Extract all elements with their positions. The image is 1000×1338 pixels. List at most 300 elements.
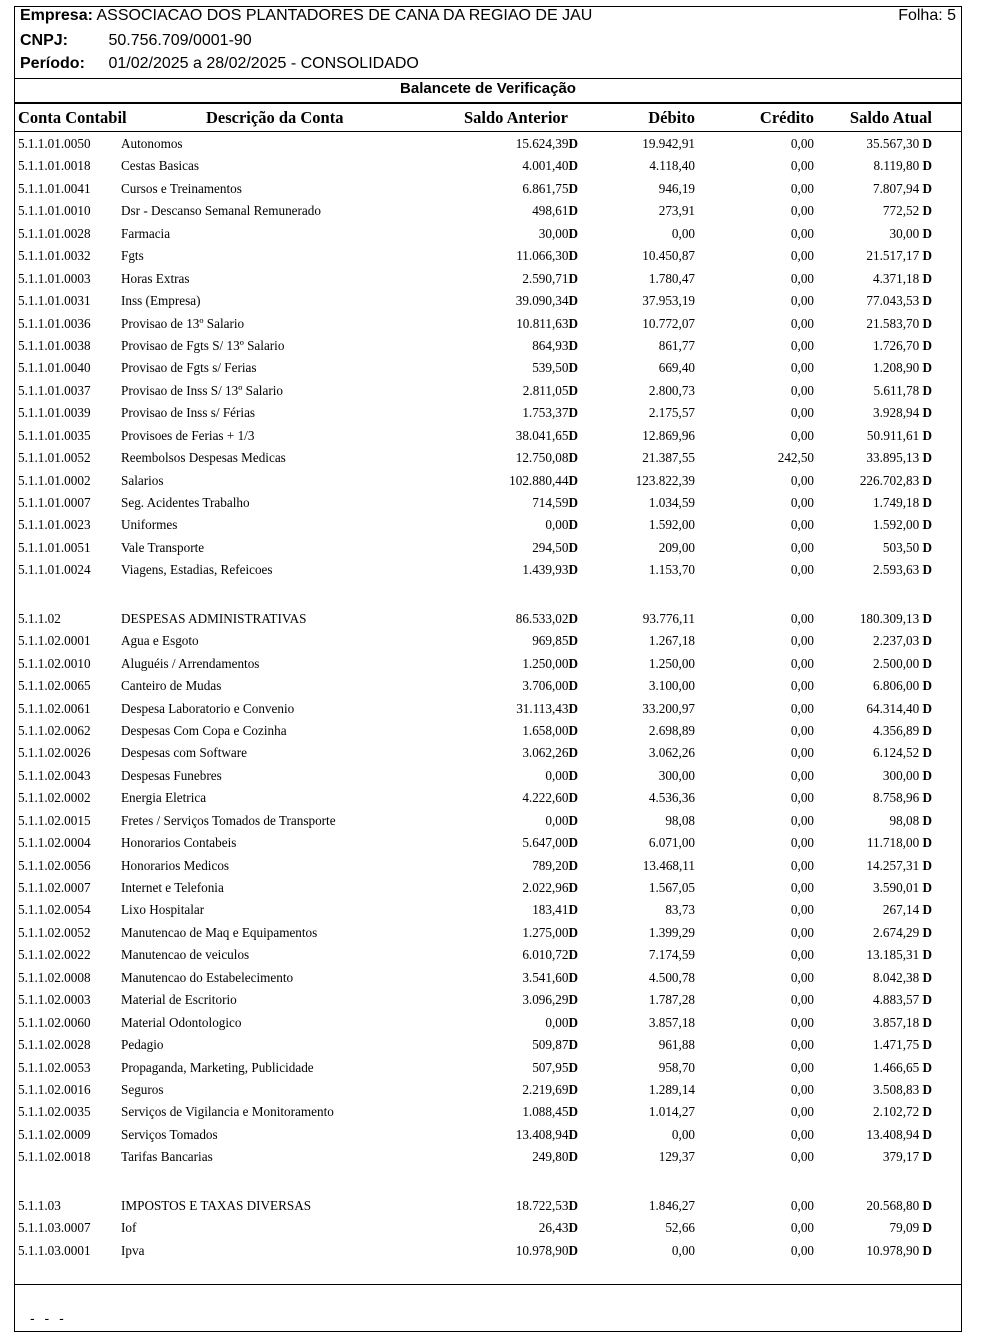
saldo-anterior-value: 0,00 xyxy=(545,1014,569,1030)
saldo-anterior-dc: D xyxy=(568,880,578,895)
credito-value: 0,00 xyxy=(790,315,814,331)
saldo-anterior-value: 294,50 xyxy=(532,539,569,555)
table-row xyxy=(0,1013,1000,1035)
saldo-anterior-value: 2.022,96 xyxy=(522,880,569,895)
credito-value: 0,00 xyxy=(790,1242,814,1258)
saldo-anterior-dc: D xyxy=(568,1220,578,1236)
table-row xyxy=(0,224,1000,246)
saldo-atual-cell xyxy=(873,990,932,1010)
saldo-atual-cell xyxy=(873,631,932,651)
saldo-anterior-dc: D xyxy=(568,678,578,694)
saldo-anterior-value: 39.090,34 xyxy=(515,293,569,309)
saldo-atual-dc: D xyxy=(919,633,932,649)
saldo-anterior-cell xyxy=(522,878,578,898)
credito-value: 0,00 xyxy=(790,270,814,286)
saldo-anterior-cell xyxy=(532,631,578,651)
saldo-anterior-value: 509,87 xyxy=(532,1037,569,1053)
table-row xyxy=(0,878,1000,900)
table-row xyxy=(0,900,1000,922)
saldo-atual-value: 30,00 xyxy=(889,225,920,241)
debito-value: 1.787,28 xyxy=(648,992,695,1008)
saldo-anterior-value: 26,43 xyxy=(538,1220,569,1236)
saldo-atual-value: 772,52 xyxy=(882,203,920,219)
table-row xyxy=(0,1102,1000,1124)
debito-value: 946,19 xyxy=(658,180,695,196)
saldo-atual-value: 98,08 xyxy=(889,812,920,828)
debito-value: 7.174,59 xyxy=(648,947,695,963)
debito-value: 1.592,00 xyxy=(648,517,695,533)
saldo-anterior-dc: D xyxy=(568,248,578,264)
account-code: 5.1.1.02.0002 xyxy=(18,790,91,806)
saldo-anterior-cell xyxy=(516,699,578,719)
saldo-anterior-dc: D xyxy=(568,1081,578,1097)
saldo-anterior-cell xyxy=(522,788,578,808)
account-description: Serviços Tomados xyxy=(121,1126,218,1142)
account-description: Pedagio xyxy=(121,1037,164,1053)
saldo-anterior-value: 3.706,00 xyxy=(522,678,569,694)
saldo-anterior-cell xyxy=(539,224,578,244)
saldo-anterior-dc: D xyxy=(568,158,578,174)
saldo-anterior-dc: D xyxy=(568,1197,578,1213)
credito-value: 0,00 xyxy=(790,1126,814,1142)
account-code: 5.1.1.01.0023 xyxy=(18,517,91,533)
table-row xyxy=(0,788,1000,810)
saldo-atual-cell xyxy=(873,179,932,199)
saldo-atual-value: 1.726,70 xyxy=(873,337,920,353)
saldo-anterior-cell xyxy=(545,766,578,786)
saldo-atual-value: 13.185,31 xyxy=(866,947,920,963)
credito-value: 242,50 xyxy=(777,450,814,466)
account-code: 5.1.1.01.0024 xyxy=(18,562,91,578)
table-row xyxy=(0,1125,1000,1147)
table-row xyxy=(0,1218,1000,1240)
saldo-anterior-cell xyxy=(522,1102,578,1122)
saldo-atual-dc: D xyxy=(919,382,932,398)
debito-value: 961,88 xyxy=(658,1037,695,1053)
table-row xyxy=(0,856,1000,878)
account-code: 5.1.1.01.0035 xyxy=(18,427,91,443)
debito-value: 2.698,89 xyxy=(648,722,695,738)
saldo-anterior-value: 102.880,44 xyxy=(509,472,569,488)
saldo-atual-dc: D xyxy=(919,857,932,873)
saldo-atual-dc: D xyxy=(919,722,932,738)
account-description: Despesas Funebres xyxy=(121,767,222,783)
saldo-atual-dc: D xyxy=(919,924,932,940)
credito-value: 0,00 xyxy=(790,700,814,716)
debito-value: 209,00 xyxy=(658,539,695,555)
saldo-atual-value: 4.356,89 xyxy=(873,722,920,738)
saldo-atual-value: 3.857,18 xyxy=(873,1014,920,1030)
credito-value: 0,00 xyxy=(790,539,814,555)
table-row xyxy=(0,201,1000,223)
saldo-atual-cell xyxy=(867,833,932,853)
saldo-anterior-cell xyxy=(523,381,578,401)
saldo-anterior-dc: D xyxy=(568,610,578,626)
debito-value: 1.399,29 xyxy=(648,924,695,940)
table-row xyxy=(0,515,1000,537)
account-code: 5.1.1.02.0004 xyxy=(18,835,91,851)
account-description: Horas Extras xyxy=(121,270,190,286)
saldo-atual-value: 2.500,00 xyxy=(873,655,920,671)
saldo-atual-cell xyxy=(873,878,932,898)
saldo-anterior-cell xyxy=(516,314,578,334)
account-description: Vale Transporte xyxy=(121,539,205,555)
credito-value: 0,00 xyxy=(790,1059,814,1075)
saldo-anterior-value: 12.750,08 xyxy=(515,450,569,466)
saldo-atual-dc: D xyxy=(919,655,932,671)
credito-value: 0,00 xyxy=(790,248,814,264)
account-code: 5.1.1.02.0028 xyxy=(18,1037,91,1053)
debito-value: 1.034,59 xyxy=(648,495,695,510)
saldo-anterior-cell xyxy=(532,1035,578,1055)
credito-value: 0,00 xyxy=(790,902,814,918)
saldo-atual-value: 4.883,57 xyxy=(873,992,920,1008)
saldo-atual-cell xyxy=(883,766,932,786)
saldo-atual-cell xyxy=(866,856,932,876)
account-description: Provisao de Inss S/ 13º Salario xyxy=(121,382,283,398)
saldo-anterior-dc: D xyxy=(568,495,578,510)
debito-value: 98,08 xyxy=(665,812,695,828)
table-row xyxy=(0,811,1000,833)
table-row xyxy=(0,358,1000,380)
saldo-atual-dc: D xyxy=(919,293,932,309)
account-description: Propaganda, Marketing, Publicidade xyxy=(121,1059,314,1075)
account-code: 5.1.1.02 xyxy=(18,610,61,626)
saldo-atual-value: 14.257,31 xyxy=(866,857,920,873)
table-row xyxy=(0,493,1000,515)
saldo-atual-value: 50.911,61 xyxy=(866,427,920,443)
saldo-anterior-cell xyxy=(522,269,578,289)
saldo-atual-value: 20.568,80 xyxy=(866,1197,920,1213)
saldo-atual-value: 2.593,63 xyxy=(873,562,920,578)
table-row xyxy=(0,336,1000,358)
account-code: 5.1.1.02.0001 xyxy=(18,633,91,649)
account-description: Fgts xyxy=(121,248,144,264)
saldo-atual-dc: D xyxy=(919,902,932,918)
saldo-anterior-cell xyxy=(522,676,578,696)
divider xyxy=(14,1284,962,1285)
account-code: 5.1.1.01.0037 xyxy=(18,382,91,398)
account-code: 5.1.1.02.0054 xyxy=(18,902,91,918)
saldo-anterior-dc: D xyxy=(568,270,578,286)
saldo-atual-dc: D xyxy=(919,180,932,196)
saldo-anterior-cell xyxy=(522,721,578,741)
saldo-anterior-dc: D xyxy=(568,1242,578,1258)
saldo-anterior-value: 0,00 xyxy=(545,517,569,533)
saldo-atual-value: 21.517,17 xyxy=(866,248,920,264)
account-description: Ipva xyxy=(121,1242,145,1258)
saldo-anterior-value: 13.408,94 xyxy=(515,1126,569,1142)
debito-value: 83,73 xyxy=(665,902,695,918)
saldo-anterior-dc: D xyxy=(568,405,578,421)
account-description: Cestas Basicas xyxy=(121,158,200,174)
saldo-anterior-value: 11.066,30 xyxy=(516,248,569,264)
account-description: Reembolsos Despesas Medicas xyxy=(121,450,286,466)
col-saldo-atual: Saldo Atual xyxy=(849,108,932,127)
saldo-atual-cell xyxy=(860,471,932,491)
saldo-anterior-cell xyxy=(539,1218,578,1238)
credito-value: 0,00 xyxy=(790,562,814,578)
account-description: Manutencao do Estabelecimento xyxy=(121,969,294,985)
saldo-atual-value: 3.508,83 xyxy=(873,1081,920,1097)
saldo-atual-dc: D xyxy=(919,1037,932,1053)
debito-value: 3.100,00 xyxy=(648,678,695,694)
saldo-anterior-value: 4.001,40 xyxy=(522,158,569,174)
saldo-anterior-cell xyxy=(532,201,578,221)
debito-value: 1.267,18 xyxy=(648,633,695,649)
debito-value: 0,00 xyxy=(671,225,695,241)
saldo-anterior-dc: D xyxy=(568,745,578,761)
saldo-atual-cell xyxy=(873,1058,932,1078)
saldo-anterior-dc: D xyxy=(568,969,578,985)
saldo-atual-value: 8.758,96 xyxy=(873,790,920,806)
account-description: Iof xyxy=(121,1220,137,1236)
account-description: Material Odontologico xyxy=(121,1014,242,1030)
saldo-anterior-dc: D xyxy=(568,517,578,533)
saldo-anterior-cell xyxy=(516,448,578,468)
credito-value: 0,00 xyxy=(790,880,814,895)
credito-value: 0,00 xyxy=(790,610,814,626)
account-description: Tarifas Bancarias xyxy=(121,1149,213,1165)
credito-value: 0,00 xyxy=(790,1037,814,1053)
table-row xyxy=(0,1147,1000,1169)
debito-value: 958,70 xyxy=(658,1059,695,1075)
saldo-anterior-value: 864,93 xyxy=(532,337,569,353)
table-row xyxy=(0,179,1000,201)
saldo-atual-dc: D xyxy=(919,880,932,895)
credito-value: 0,00 xyxy=(790,472,814,488)
saldo-anterior-dc: D xyxy=(568,722,578,738)
debito-value: 4.500,78 xyxy=(648,969,695,985)
account-code: 5.1.1.01.0003 xyxy=(18,270,91,286)
saldo-anterior-dc: D xyxy=(568,450,578,466)
saldo-atual-dc: D xyxy=(919,427,932,443)
debito-value: 3.857,18 xyxy=(648,1014,695,1030)
account-code: 5.1.1.03 xyxy=(18,1197,61,1213)
saldo-anterior-cell xyxy=(516,1196,578,1216)
saldo-anterior-dc: D xyxy=(568,315,578,331)
saldo-anterior-cell xyxy=(516,291,578,311)
debito-value: 2.175,57 xyxy=(648,405,695,421)
debito-value: 1.289,14 xyxy=(648,1081,695,1097)
saldo-atual-dc: D xyxy=(919,495,932,510)
saldo-atual-dc: D xyxy=(919,158,932,174)
saldo-atual-dc: D xyxy=(919,1126,932,1142)
debito-value: 21.387,55 xyxy=(642,450,695,466)
account-description: Provisao de Fgts s/ Ferias xyxy=(121,360,257,376)
account-description: Lixo Hospitalar xyxy=(121,902,205,918)
saldo-atual-cell xyxy=(874,381,933,401)
debito-value: 2.800,73 xyxy=(648,382,695,398)
saldo-anterior-dc: D xyxy=(568,360,578,376)
saldo-anterior-value: 1.439,93 xyxy=(522,562,569,578)
empresa-value: ASSOCIACAO DOS PLANTADORES DE CANA DA REGIAO DE JAU xyxy=(96,7,593,24)
saldo-atual-dc: D xyxy=(919,790,932,806)
account-description: Internet e Telefonia xyxy=(121,880,224,895)
report-title: Balancete de Verificação xyxy=(400,80,576,97)
saldo-anterior-dc: D xyxy=(568,1126,578,1142)
account-code: 5.1.1.01.0032 xyxy=(18,248,91,264)
account-code: 5.1.1.03.0001 xyxy=(18,1242,91,1258)
saldo-atual-cell xyxy=(890,811,933,831)
saldo-anterior-cell xyxy=(532,493,578,513)
table-row xyxy=(0,134,1000,156)
account-code: 5.1.1.02.0035 xyxy=(18,1104,91,1120)
debito-value: 10.772,07 xyxy=(642,315,695,331)
saldo-atual-cell xyxy=(890,224,933,244)
saldo-atual-value: 1.208,90 xyxy=(873,360,920,376)
saldo-anterior-value: 249,80 xyxy=(532,1149,569,1165)
debito-value: 300,00 xyxy=(658,767,695,783)
table-row xyxy=(0,990,1000,1012)
saldo-atual-value: 7.807,94 xyxy=(873,180,920,196)
saldo-atual-value: 1.466,65 xyxy=(873,1059,920,1075)
saldo-anterior-value: 6.010,72 xyxy=(522,947,569,963)
saldo-anterior-cell xyxy=(522,990,578,1010)
saldo-anterior-cell xyxy=(545,1013,578,1033)
saldo-anterior-cell xyxy=(532,538,578,558)
saldo-atual-cell xyxy=(873,1013,932,1033)
saldo-anterior-dc: D xyxy=(568,427,578,443)
saldo-atual-cell xyxy=(867,426,932,446)
saldo-anterior-value: 1.088,45 xyxy=(522,1104,569,1120)
account-code: 5.1.1.02.0018 xyxy=(18,1149,91,1165)
table-row xyxy=(0,968,1000,990)
table-row xyxy=(0,426,1000,448)
account-description: IMPOSTOS E TAXAS DIVERSAS xyxy=(121,1197,312,1213)
saldo-atual-dc: D xyxy=(919,337,932,353)
credito-value: 0,00 xyxy=(790,790,814,806)
credito-value: 0,00 xyxy=(790,992,814,1008)
saldo-anterior-value: 3.062,26 xyxy=(522,745,569,761)
saldo-anterior-dc: D xyxy=(568,700,578,716)
account-description: Provisao de 13º Salario xyxy=(121,315,245,331)
account-code: 5.1.1.02.0008 xyxy=(18,969,91,985)
credito-value: 0,00 xyxy=(790,812,814,828)
credito-value: 0,00 xyxy=(790,1014,814,1030)
saldo-atual-dc: D xyxy=(919,360,932,376)
debito-value: 129,37 xyxy=(658,1149,695,1165)
saldo-anterior-dc: D xyxy=(568,1037,578,1053)
saldo-anterior-dc: D xyxy=(568,633,578,649)
saldo-anterior-value: 0,00 xyxy=(545,767,569,783)
account-description: Provisao de Inss s/ Férias xyxy=(121,405,256,421)
saldo-anterior-dc: D xyxy=(568,767,578,783)
account-description: Manutencao de Maq e Equipamentos xyxy=(121,924,318,940)
account-description: Canteiro de Mudas xyxy=(121,678,222,694)
debito-value: 669,40 xyxy=(658,360,695,376)
saldo-anterior-dc: D xyxy=(568,835,578,851)
account-description: Autonomos xyxy=(121,136,183,151)
saldo-anterior-value: 714,59 xyxy=(532,495,569,510)
credito-value: 0,00 xyxy=(790,225,814,241)
col-saldo-anterior: Saldo Anterior xyxy=(463,108,568,127)
saldo-anterior-dc: D xyxy=(568,1014,578,1030)
debito-value: 861,77 xyxy=(658,337,695,353)
divider xyxy=(14,102,962,104)
credito-value: 0,00 xyxy=(790,382,814,398)
saldo-atual-cell xyxy=(873,968,932,988)
periodo-label: Período: xyxy=(20,55,85,72)
saldo-anterior-value: 539,50 xyxy=(532,360,569,376)
table-row xyxy=(0,1058,1000,1080)
saldo-anterior-value: 1.275,00 xyxy=(522,924,569,940)
account-code: 5.1.1.02.0015 xyxy=(18,812,91,828)
empresa-line xyxy=(20,7,592,25)
saldo-anterior-cell xyxy=(522,156,578,176)
table-row xyxy=(0,654,1000,676)
table-row xyxy=(0,403,1000,425)
saldo-anterior-value: 0,00 xyxy=(545,812,569,828)
saldo-atual-cell xyxy=(866,945,932,965)
account-code: 5.1.1.01.0031 xyxy=(18,293,91,309)
credito-value: 0,00 xyxy=(790,969,814,985)
saldo-anterior-cell xyxy=(545,811,578,831)
saldo-atual-dc: D xyxy=(919,517,932,533)
saldo-anterior-value: 5.647,00 xyxy=(522,835,569,851)
credito-value: 0,00 xyxy=(790,180,814,196)
credito-value: 0,00 xyxy=(790,405,814,421)
saldo-anterior-dc: D xyxy=(568,382,578,398)
debito-value: 10.450,87 xyxy=(642,248,695,264)
saldo-anterior-dc: D xyxy=(568,1104,578,1120)
saldo-anterior-dc: D xyxy=(568,203,578,219)
saldo-atual-value: 33.895,13 xyxy=(866,450,920,466)
saldo-atual-dc: D xyxy=(919,1059,932,1075)
cnpj-line xyxy=(20,32,252,50)
saldo-anterior-cell xyxy=(532,900,578,920)
account-description: Despesa Laboratorio e Convenio xyxy=(121,700,295,716)
account-code: 5.1.1.01.0028 xyxy=(18,225,91,241)
saldo-anterior-value: 2.590,71 xyxy=(522,270,569,286)
saldo-atual-cell xyxy=(866,246,932,266)
saldo-atual-dc: D xyxy=(919,225,932,241)
credito-value: 0,00 xyxy=(790,337,814,353)
debito-value: 0,00 xyxy=(671,1126,695,1142)
saldo-atual-dc: D xyxy=(919,270,932,286)
column-header-row xyxy=(0,108,1000,130)
saldo-atual-cell xyxy=(873,654,932,674)
account-description: Salarios xyxy=(121,472,164,488)
saldo-anterior-cell xyxy=(516,134,578,154)
table-row xyxy=(0,538,1000,560)
credito-value: 0,00 xyxy=(790,495,814,510)
saldo-anterior-dc: D xyxy=(568,180,578,196)
saldo-atual-cell xyxy=(873,358,932,378)
saldo-anterior-dc: D xyxy=(568,812,578,828)
debito-value: 273,91 xyxy=(658,203,695,219)
saldo-anterior-value: 18.722,53 xyxy=(515,1197,569,1213)
saldo-anterior-value: 10.811,63 xyxy=(516,315,569,331)
saldo-anterior-value: 2.811,05 xyxy=(522,382,569,398)
table-row xyxy=(0,291,1000,313)
saldo-atual-dc: D xyxy=(919,745,932,761)
saldo-anterior-dc: D xyxy=(568,337,578,353)
saldo-atual-value: 4.371,18 xyxy=(873,270,920,286)
debito-value: 6.071,00 xyxy=(648,835,695,851)
saldo-anterior-value: 3.096,29 xyxy=(522,992,569,1008)
table-row xyxy=(0,631,1000,653)
saldo-atual-cell xyxy=(883,1147,932,1167)
saldo-atual-cell xyxy=(866,291,932,311)
saldo-anterior-cell xyxy=(516,1125,578,1145)
saldo-anterior-value: 15.624,39 xyxy=(515,136,569,151)
saldo-atual-value: 64.314,40 xyxy=(866,700,920,716)
saldo-atual-cell xyxy=(860,609,932,629)
account-description: Uniformes xyxy=(121,517,178,533)
saldo-anterior-cell xyxy=(522,654,578,674)
saldo-atual-value: 1.471,75 xyxy=(873,1037,920,1053)
